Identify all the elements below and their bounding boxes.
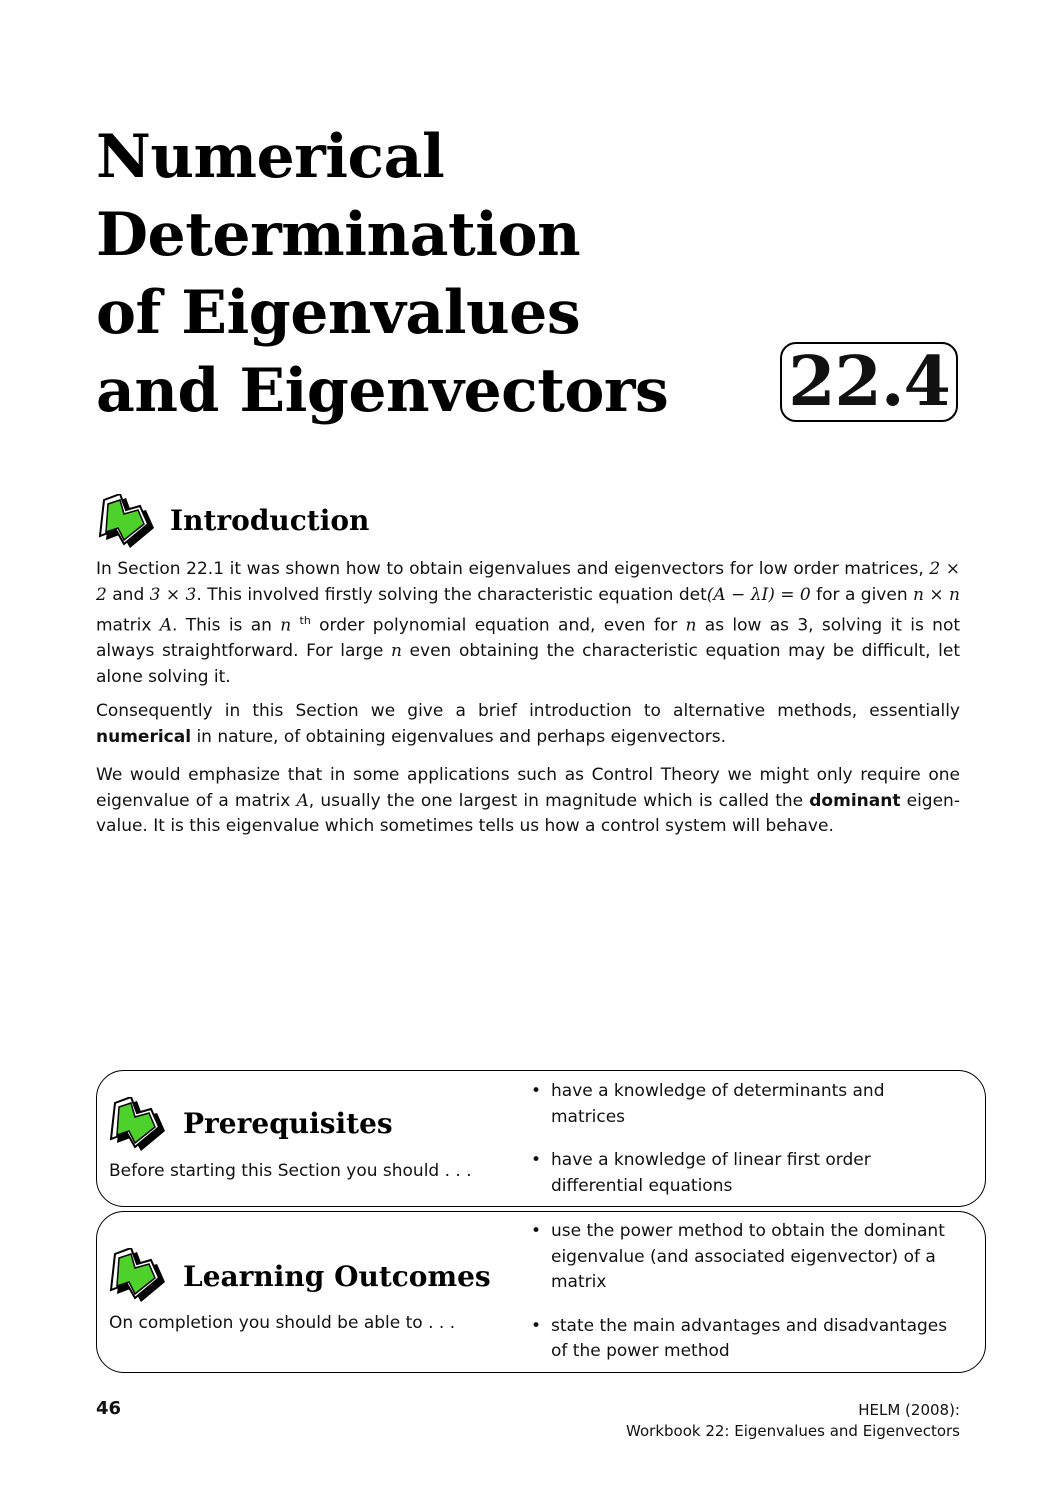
bold-term: numerical — [96, 726, 192, 747]
bold-term: dominant — [809, 790, 901, 811]
introduction-heading: Introduction — [170, 504, 370, 537]
intro-paragraph-3 — [96, 763, 960, 840]
text: . This involved firstly solving the characteristic equation det — [196, 584, 707, 605]
text: In Section 22.1 it was shown how to obtain eigenvalues and eigenvectors for low order matrices, — [96, 559, 930, 579]
math: A — [296, 790, 309, 811]
math: 3 × 3 — [149, 584, 197, 605]
green-arrow-icon — [107, 1248, 167, 1306]
footer-line: HELM (2008): — [858, 1401, 960, 1419]
title-line: and Eigenvectors — [96, 356, 669, 426]
math: n — [390, 641, 402, 662]
text: , usually the one largest in magnitude which is called the — [308, 790, 810, 811]
green-arrow-icon — [96, 494, 156, 552]
math: n — [280, 615, 292, 636]
text: Consequently in this Section we give a brief introduction to alternative methods, essentially — [96, 701, 960, 721]
section-number-badge: 22.4 — [780, 342, 958, 422]
title-line: of Eigenvalues — [96, 278, 581, 348]
page-footer — [626, 1400, 960, 1442]
text: eigenvalue. It is this eigenvalue which sometimes tells us how a control system will behave. — [96, 790, 960, 836]
text: matrix — [96, 615, 160, 636]
math: n — [685, 615, 697, 636]
list-item: • state the main advantages and disadvantages of the power method — [527, 1314, 957, 1365]
list-item: • use the power method to obtain the dominant eigenvalue (and associated eigenvector) of a matrix — [527, 1219, 957, 1296]
prerequisites-list — [527, 1079, 957, 1199]
prerequisites-box — [96, 1070, 986, 1207]
superscript: th — [299, 614, 311, 627]
prerequisites-subtitle: Before starting this Section you should . . . — [109, 1161, 472, 1181]
text: even obtaining the characteristic equation may be difficult, let alone solving it. — [96, 641, 960, 687]
math: (A − λI) = 0 — [706, 584, 811, 605]
intro-paragraph-2 — [96, 699, 960, 750]
title-line: Numerical — [96, 122, 445, 192]
text: in nature, of obtaining eigenvalues and perhaps eigenvectors. — [191, 726, 726, 747]
text: for a given — [810, 584, 914, 605]
text: as low as 3, solving it is not always straightforward. For large — [96, 615, 961, 662]
math: n × n — [913, 584, 961, 605]
green-arrow-icon — [107, 1097, 167, 1155]
page-title — [96, 118, 736, 430]
text: We would emphasize that in some applications such as Control Theory we might only require one eigenvalue of a matrix — [96, 765, 960, 811]
text: . This is an — [172, 615, 281, 636]
learning-outcomes-subtitle: On completion you should be able to . . . — [109, 1313, 456, 1333]
learning-outcomes-list — [527, 1219, 957, 1365]
text: and — [106, 584, 150, 605]
learning-outcomes-heading: Learning Outcomes — [183, 1260, 491, 1293]
page-number: 46 — [96, 1398, 122, 1419]
learning-outcomes-box — [96, 1211, 986, 1373]
intro-paragraph-1 — [96, 557, 960, 690]
footer-line: Workbook 22: Eigenvalues and Eigenvectors — [626, 1422, 960, 1440]
list-item: • have a knowledge of linear first order differential equations — [527, 1148, 957, 1199]
math: 2 × 2 — [96, 559, 960, 605]
list-item: • have a knowledge of determinants and matrices — [527, 1079, 957, 1130]
prerequisites-heading: Prerequisites — [183, 1107, 393, 1140]
math: A — [159, 615, 173, 636]
text: order polynomial equation and, even for — [310, 615, 686, 636]
title-line: Determination — [96, 200, 581, 270]
